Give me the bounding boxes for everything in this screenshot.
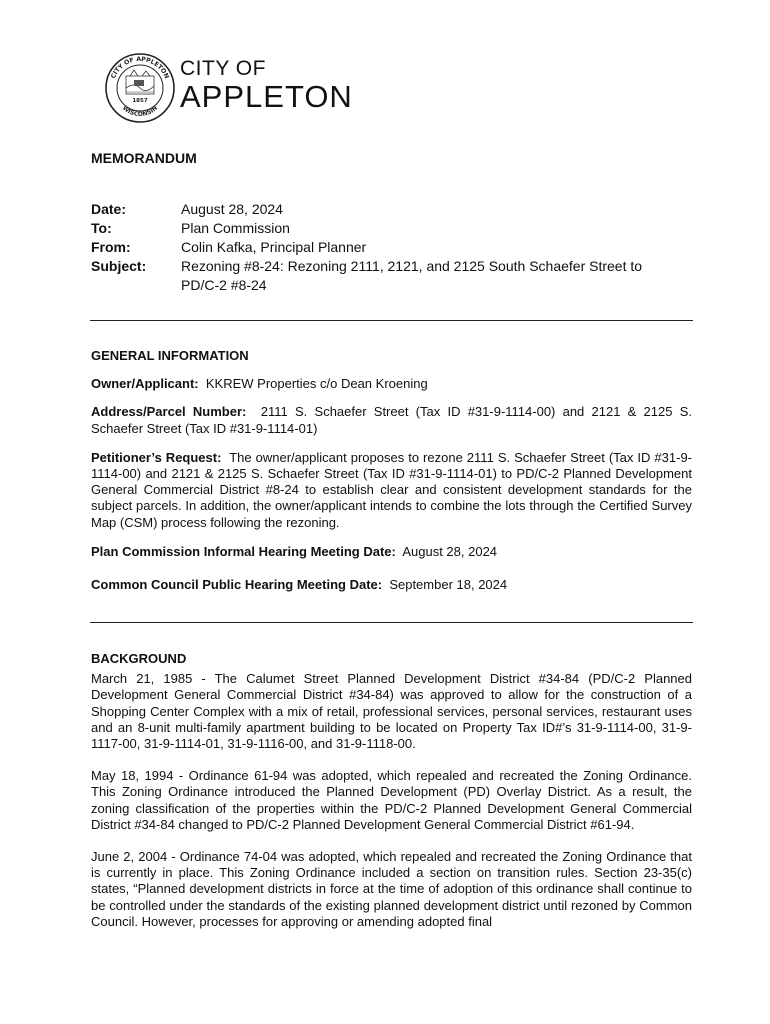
city-of-label: CITY OF bbox=[180, 57, 266, 80]
request-label: Petitioner’s Request: bbox=[91, 449, 222, 465]
plan-commission-label: Plan Commission Informal Hearing Meeting Date: bbox=[91, 543, 396, 559]
section-heading: BACKGROUND bbox=[91, 651, 187, 666]
owner-value: KKREW Properties c/o Dean Kroening bbox=[205, 376, 428, 392]
memo-field-to bbox=[91, 219, 701, 238]
background-paragraph: March 21, 1985 - The Calumet Street Planned Development District #34-84 (PD/C-2 Planned Development General Commercial District #34-84) was approved to allow for the construction of a Shopping Center Complex with a mix of retail, professional services, personal services, restaurant uses and an 8-unit multi-family apartment building to be located on Property Tax ID#’s 31-9-1114-00, 31-9-1117-00, 31-9-1114-01, 31-9-1116-00, and 31-9-1118-00. bbox=[91, 671, 692, 752]
memo-title: MEMORANDUM bbox=[91, 150, 197, 166]
field-value bbox=[181, 257, 701, 295]
field-value: Plan Commission bbox=[181, 220, 290, 236]
city-seal-icon bbox=[104, 52, 176, 124]
subject-line-1: Rezoning #8-24: Rezoning 2111, 2121, and 2125 South Schaefer Street to bbox=[181, 258, 643, 274]
request-value: The owner/applicant proposes to rezone 2111 S. Schaefer Street (Tax ID #31-9-1114-00) and 2121 & 2125 S. Schaefer Street (Tax ID #31-9-1114-01) to PD/C-2 Planned Development General Commercial District #8-24 to establish clear and consistent development standards for the subject parcels. In addition, the owner/applicant intends to combine the lots through the Certified Survey Map (CSM) process following the rezoning. bbox=[91, 449, 693, 530]
field-key: Date: bbox=[91, 201, 127, 217]
svg-text:WISCONSIN: WISCONSIN bbox=[120, 104, 160, 119]
request-paragraph bbox=[91, 450, 692, 531]
field-value: August 28, 2024 bbox=[181, 201, 283, 217]
plan-commission-date bbox=[91, 544, 692, 560]
common-council-date bbox=[91, 577, 692, 593]
divider bbox=[90, 622, 693, 623]
owner-paragraph bbox=[91, 376, 692, 392]
field-value: Colin Kafka, Principal Planner bbox=[181, 239, 367, 255]
field-key: To: bbox=[91, 220, 112, 236]
section-heading: GENERAL INFORMATION bbox=[91, 348, 249, 363]
memo-field-from bbox=[91, 238, 701, 257]
address-label: Address/Parcel Number: bbox=[91, 404, 247, 420]
svg-text:1857: 1857 bbox=[132, 98, 148, 104]
memo-field-subject bbox=[91, 257, 701, 295]
svg-text:CITY OF APPLETON: CITY OF APPLETON bbox=[109, 55, 171, 80]
address-paragraph bbox=[91, 404, 692, 436]
subject-line-2: PD/C-2 #8-24 bbox=[181, 277, 267, 293]
divider bbox=[90, 320, 693, 321]
city-wordmark bbox=[180, 58, 353, 114]
background-section bbox=[91, 651, 692, 930]
memo-field-date bbox=[91, 200, 701, 219]
common-council-label: Common Council Public Hearing Meeting Date: bbox=[91, 577, 383, 593]
memo-header-fields bbox=[91, 200, 701, 295]
field-key: Subject: bbox=[91, 258, 147, 274]
general-information-section bbox=[91, 348, 692, 593]
background-paragraph: June 2, 2004 - Ordinance 74-04 was adopted, which repealed and recreated the Zoning Ordinance that is currently in place. This Zoning Ordinance included a section on transition rules. Section 23-35(c) states, “Planned development districts in force at the time of adoption of this ordinance shall continue to be controlled under the standards of the existing planned development district until rezoned by Common Council. However, processes for approving or amending adopted final bbox=[91, 849, 692, 929]
background-paragraph: May 18, 1994 - Ordinance 61-94 was adopted, which repealed and recreated the Zoning Ordinance. This Zoning Ordinance introduced the Planned Development (PD) Overlay District. As a result, the zoning classification of the properties within the PD/C-2 Planned Development General Commercial District #34-84 changed to PD/C-2 Planned Development General Commercial District #61-94. bbox=[91, 768, 692, 832]
field-key: From: bbox=[91, 239, 131, 255]
owner-label: Owner/Applicant: bbox=[91, 376, 199, 392]
common-council-value: September 18, 2024 bbox=[389, 577, 508, 593]
plan-commission-value: August 28, 2024 bbox=[402, 543, 498, 559]
address-value: 2111 S. Schaefer Street (Tax ID #31-9-1114-00) and 2121 & 2125 S. Schaefer Street (Tax ID #31-9-1114-01) bbox=[91, 404, 692, 436]
city-name-label: APPLETON bbox=[180, 79, 353, 114]
